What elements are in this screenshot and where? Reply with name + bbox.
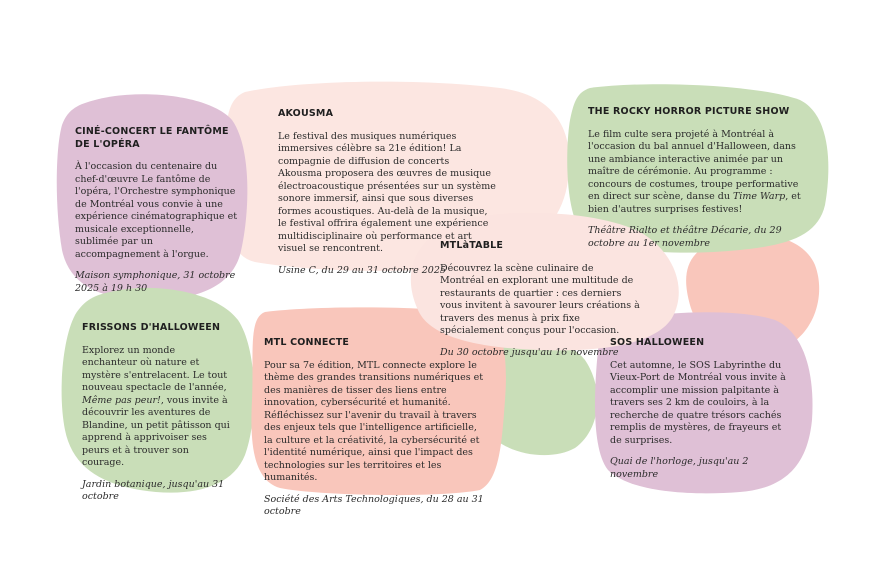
event-venue-date: Quai de l'horloge, jusqu'au 2 novembre [610,456,749,480]
event-title: MTL CONNECTE [264,337,350,348]
event-title: AKOUSMA [278,108,334,119]
event-title: SOS HALLOWEEN [610,337,705,348]
event-description [82,345,232,470]
event-mtl-connecte [264,337,486,519]
description-emphasis: Time Warp [732,191,786,203]
event-venue-date: Du 30 octobre jusqu'au 16 novembre [440,346,619,358]
event-description: Le festival des musiques numériques immersives célèbre sa 21e édition! La compagnie de diffusion de concerts Akousma proposera des œuvres de musique électroacoustique présentées sur un système sonore immersif, ainsi que sous diverses formes acoustiques. Au-delà de la musique, le festival offrira également une expérience multidisciplinaire où performance et art visuel se rencontrent. [278,130,496,255]
description-part: Le film culte sera projeté à Montréal à l'occasion du bal annuel d'Halloween, dans une ambiance interactive animée par un maître de cérémonie. Au programme : concours de costumes, troupe performative en direct sur scène, danse du [588,128,799,203]
event-title: MTLàTABLE [440,240,504,251]
event-description: Cet automne, le SOS Labyrinthe du Vieux-Port de Montréal vous invite à accomplir une mission palpitante à travers ses 2 km de couloirs, à la recherche de quatre trésors cachés remplis de mystères, de frayeurs et de surprises. [610,359,786,446]
event-rocky-horror [588,106,810,250]
event-venue-date: Jardin botanique, jusqu'au 31 octobre [82,478,225,503]
event-sos-halloween [610,337,788,481]
description-emphasis: Même pas peur! [82,394,161,406]
description-part: , et bien d'autres surprises festives! [588,191,801,215]
event-frissons-halloween [82,322,232,504]
event-description: À l'occasion du centenaire du chef-d'œuvre Le fantôme de l'opéra, l'Orchestre symphonique de Montréal vous convie à une expérience cinématographique et musicale exceptionnelle, sublimée par un accompagnement à l'orgue. [75,161,238,260]
event-description: Découvrez la scène culinaire de Montréal en explorant une multitude de restaurants de quartier : ces derniers vous invitent à savourer leurs créations à travers des menus à prix fixe spécialement conçus pour l'occasion. [440,262,640,337]
event-description: Pour sa 7e édition, MTL connecte explore le thème des grandes transitions numériques et des manières de tisser des liens entre innovation, cybersécurité et humanité. Réfléchissez sur l'avenir du travail à travers des enjeux tels que l'intelligence artificielle, la culture et la créativité, la cybersécurité et l'identité numérique, ainsi que l'impact des technologies sur les territoires et les humanités. [264,359,484,484]
event-venue-date: Théâtre Rialto et théâtre Décarie, du 29 octobre au 1er novembre [588,225,782,249]
event-venue-date: Société des Arts Technologiques, du 28 au 31 octobre [264,493,484,518]
event-title: CINÉ-CONCERT LE FANTÔME DE L'OPÉRA [75,126,229,150]
event-venue-date: Usine C, du 29 au 31 octobre 2025 [278,264,446,276]
event-title: THE ROCKY HORROR PICTURE SHOW [588,106,790,117]
event-cine-concert [75,126,240,295]
description-part: Explorez un monde enchanteur où nature et mystère s'entrelacent. Le tout nouveau spectacle de l'année, [82,344,228,394]
description-part: , vous invite à découvrir les aventures de Blandine, un petit pâtisson qui apprend à apprivoiser ses peurs et à trouver son courage. [82,394,230,469]
event-venue-date: Maison symphonique, 31 octobre 2025 à 19 h 30 [75,270,236,294]
event-description [588,129,810,217]
event-title: FRISSONS D'HALLOWEEN [82,322,221,333]
